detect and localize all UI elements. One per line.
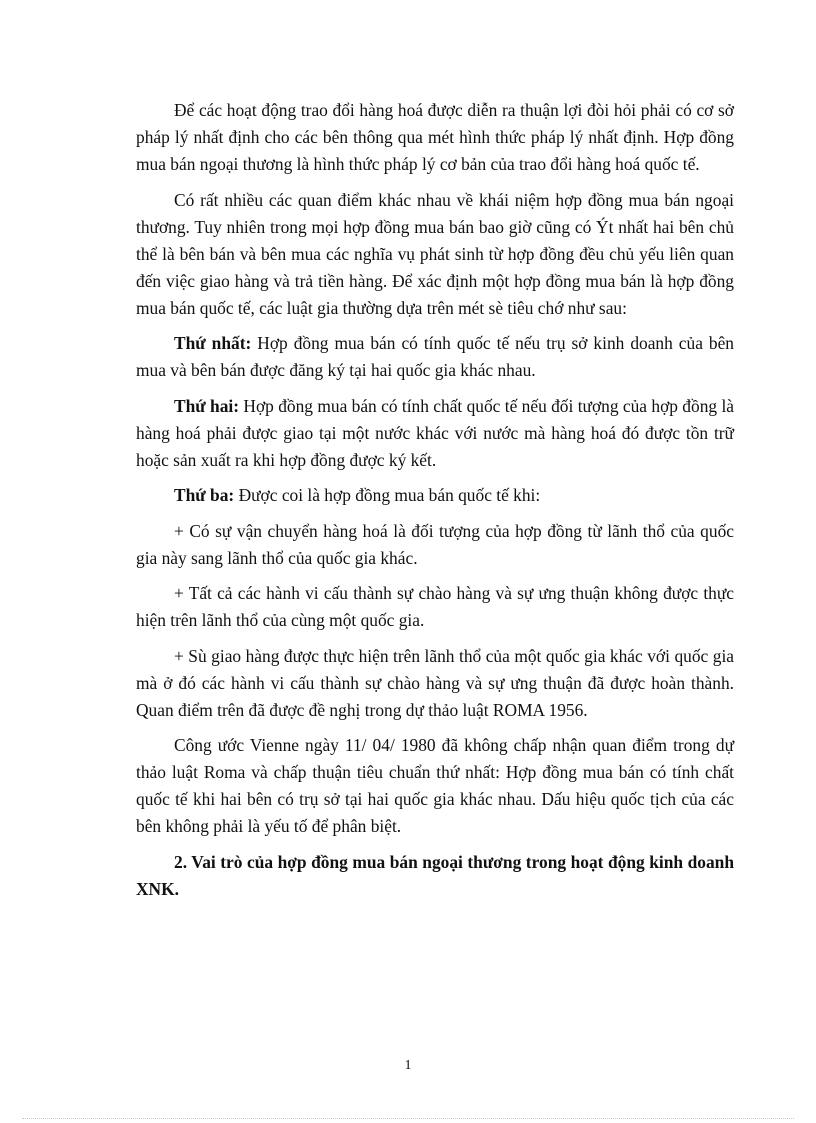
paragraph-criterion-2: Thứ hai: Hợp đồng mua bán có tính chất quốc tế nếu đối tượng của hợp đồng là hàng hoá phải được giao tại một nước khác với nước mà hàng hoá đó được tồn trữ hoặc sản xuất ra khi hợp đồng được ký kết. bbox=[136, 395, 734, 470]
paragraph-vienna-convention: Công ước Vienne ngày 11/ 04/ 1980 đã không chấp nhận quan điểm trong dự thảo luật Roma và chấp thuận tiêu chuẩn thứ nhất: Hợp đồng mua bán có tính chất quốc tế khi hai bên có trụ sở tại hai quốc gia khác nhau. Dấu hiệu quốc tịch của các bên không phải là yếu tố để phân biệt. bbox=[136, 735, 734, 836]
paragraph-condition-2: + Tất cả các hành vi cấu thành sự chào hàng và sự ưng thuận không được thực hiện trên lãnh thổ của cùng một quốc gia. bbox=[136, 583, 734, 630]
paragraph-condition-3: + Sù giao hàng được thực hiện trên lãnh thổ của một quốc gia khác với quốc gia mà ở đó các hành vi cấu thành sự chào hàng và sự ưng thuận đã được hoàn thành. Quan điểm trên đã được đề nghị trong dự thảo luật ROMA 1956. bbox=[136, 645, 734, 720]
body-text bbox=[136, 97, 734, 911]
paragraph-concepts: Có rất nhiều các quan điểm khác nhau về khái niệm hợp đồng mua bán ngoại thương. Tuy nhiên trong mọi hợp đồng mua bán bao giờ cũng có Ýt nhất hai bên chủ thể là bên bán và bên mua các nghĩa vụ phát sinh từ hợp đồng đều chủ yếu liên quan đến việc giao hàng và trả tiền hàng. Để xác định một hợp đồng mua bán là hợp đồng mua bán quốc tế, các luật gia thường dựa trên mét sè tiêu chớ như sau: bbox=[136, 189, 734, 318]
paragraph-criterion-3: Thứ ba: Được coi là hợp đồng mua bán quốc tế khi: bbox=[174, 485, 541, 505]
page-number: 1 bbox=[404, 1058, 412, 1073]
paragraph-condition-1: + Có sự vận chuyển hàng hoá là đối tượng của hợp đồng từ lãnh thổ của quốc gia này sang lãnh thổ của quốc gia khác. bbox=[136, 520, 734, 568]
criterion-1-lead: Thứ nhất: bbox=[174, 333, 252, 353]
footer-divider bbox=[22, 1118, 794, 1119]
criterion-2-lead: Thứ hai: bbox=[174, 395, 240, 416]
section-heading: 2. Vai trò của hợp đồng mua bán ngoại thương trong hoạt động kinh doanh XNK. bbox=[136, 851, 734, 899]
paragraph-criterion-1: Thứ nhất: Hợp đồng mua bán có tính quốc tế nếu trụ sở kinh doanh của bên mua và bên bán được đăng ký tại hai quốc gia khác nhau. bbox=[136, 333, 735, 380]
criterion-3-lead: Thứ ba: bbox=[174, 485, 235, 505]
paragraph-intro: Để các hoạt động trao đổi hàng hoá được diễn ra thuận lợi đòi hỏi phải có cơ sở pháp lý nhất định cho các bên thông qua mét hình thức pháp lý nhất định. Hợp đồng mua bán ngoại thương là hình thức pháp lý cơ bản của trao đổi hàng hoá quốc tế. bbox=[136, 100, 734, 174]
